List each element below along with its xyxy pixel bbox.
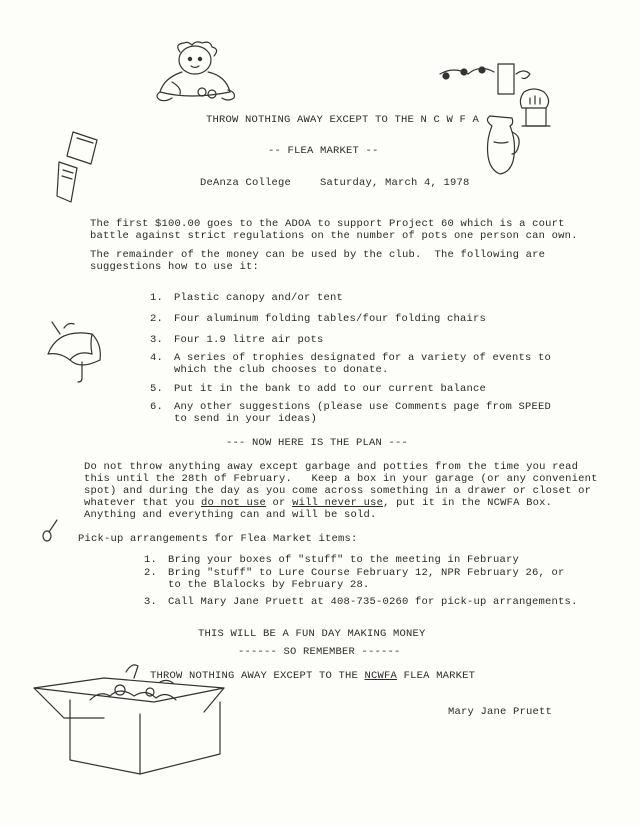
list-item-number: 2. (150, 313, 164, 325)
list-item-number: 3. (144, 596, 158, 608)
plan-text: whatever that you (84, 497, 202, 509)
umbrella-drawing (42, 320, 112, 385)
pickup-item: Bring your boxes of "stuff" to the meeting in February (168, 554, 520, 566)
flyer-subtitle: -- FLEA MARKET -- (268, 145, 379, 157)
closing-text: THROW NOTHING AWAY EXCEPT TO THE (150, 670, 365, 682)
list-item-number: 3. (150, 334, 164, 346)
plan-text: , put it in the NCWFA Box. (383, 497, 553, 509)
plan-emphasis: do not use (201, 497, 267, 509)
list-item-number: 1. (144, 554, 158, 566)
list-item-number: 6. (150, 401, 164, 413)
list-item-number: 4. (150, 352, 164, 364)
pickup-item: Bring "stuff" to Lure Course February 12, NPR February 26, or (168, 567, 565, 579)
list-item-number: 2. (144, 567, 158, 579)
pickup-item: Call Mary Jane Pruett at 408-735-0260 for pick-up arrangements. (168, 596, 578, 608)
list-item: Plastic canopy and/or tent (174, 292, 344, 304)
intro-line: The first $100.00 goes to the ADOA to support Project 60 which is a court (90, 218, 565, 230)
closing-fun: THIS WILL BE A FUN DAY MAKING MONEY (198, 628, 426, 640)
list-item: A series of trophies designated for a variety of events to (174, 352, 552, 364)
plan-line: Do not throw anything away except garbage and potties from the time you read (84, 461, 579, 473)
closing-text: FLEA MARKET (397, 670, 476, 682)
list-item-number: 1. (150, 292, 164, 304)
list-item-continued: which the club chooses to donate. (174, 364, 389, 376)
plan-heading: --- NOW HERE IS THE PLAN --- (226, 437, 409, 449)
plan-line (84, 497, 552, 509)
closing-remember: ------ SO REMEMBER ------ (238, 646, 401, 658)
list-item-continued: to send in your ideas) (174, 413, 318, 425)
doll-drawing (150, 42, 245, 104)
closing-final (150, 670, 475, 682)
pitcher-drawing (482, 112, 522, 178)
intro-line: suggestions how to use it: (90, 261, 260, 273)
plan-text: or (266, 497, 293, 509)
books-drawing (55, 128, 105, 203)
pickup-item-continued: to the Blalocks by February 28. (168, 579, 370, 591)
signature: Mary Jane Pruett (448, 706, 553, 718)
list-item: Put it in the bank to add to our current balance (174, 383, 487, 395)
closing-emphasis: NCWFA (364, 670, 398, 682)
spoon-drawing (40, 518, 60, 544)
intro-line: battle against strict regulations on the number of pots one person can own. (90, 230, 578, 242)
flyer-title: THROW NOTHING AWAY EXCEPT TO THE N C W F A (206, 114, 480, 126)
event-date: Saturday, March 4, 1978 (320, 177, 470, 189)
list-item: Any other suggestions (please use Comments page from SPEED (174, 401, 552, 413)
list-item: Four 1.9 litre air pots (174, 334, 324, 346)
list-item-number: 5. (150, 383, 164, 395)
plan-line: this until the 28th of February. Keep a box in your garage (or any convenient (84, 473, 598, 485)
event-location: DeAnza College (200, 177, 292, 189)
list-item: Four aluminum folding tables/four folding chairs (174, 313, 487, 325)
plan-line: Anything and everything can and will be sold. (84, 509, 377, 521)
intro-line: The remainder of the money can be used by the club. The following are (90, 249, 546, 261)
plan-line: spot) and during the day as you come across something in a drawer or closet or (84, 485, 592, 497)
pickup-heading: Pick-up arrangements for Flea Market items: (78, 533, 358, 545)
plan-emphasis: will never use (292, 497, 384, 509)
